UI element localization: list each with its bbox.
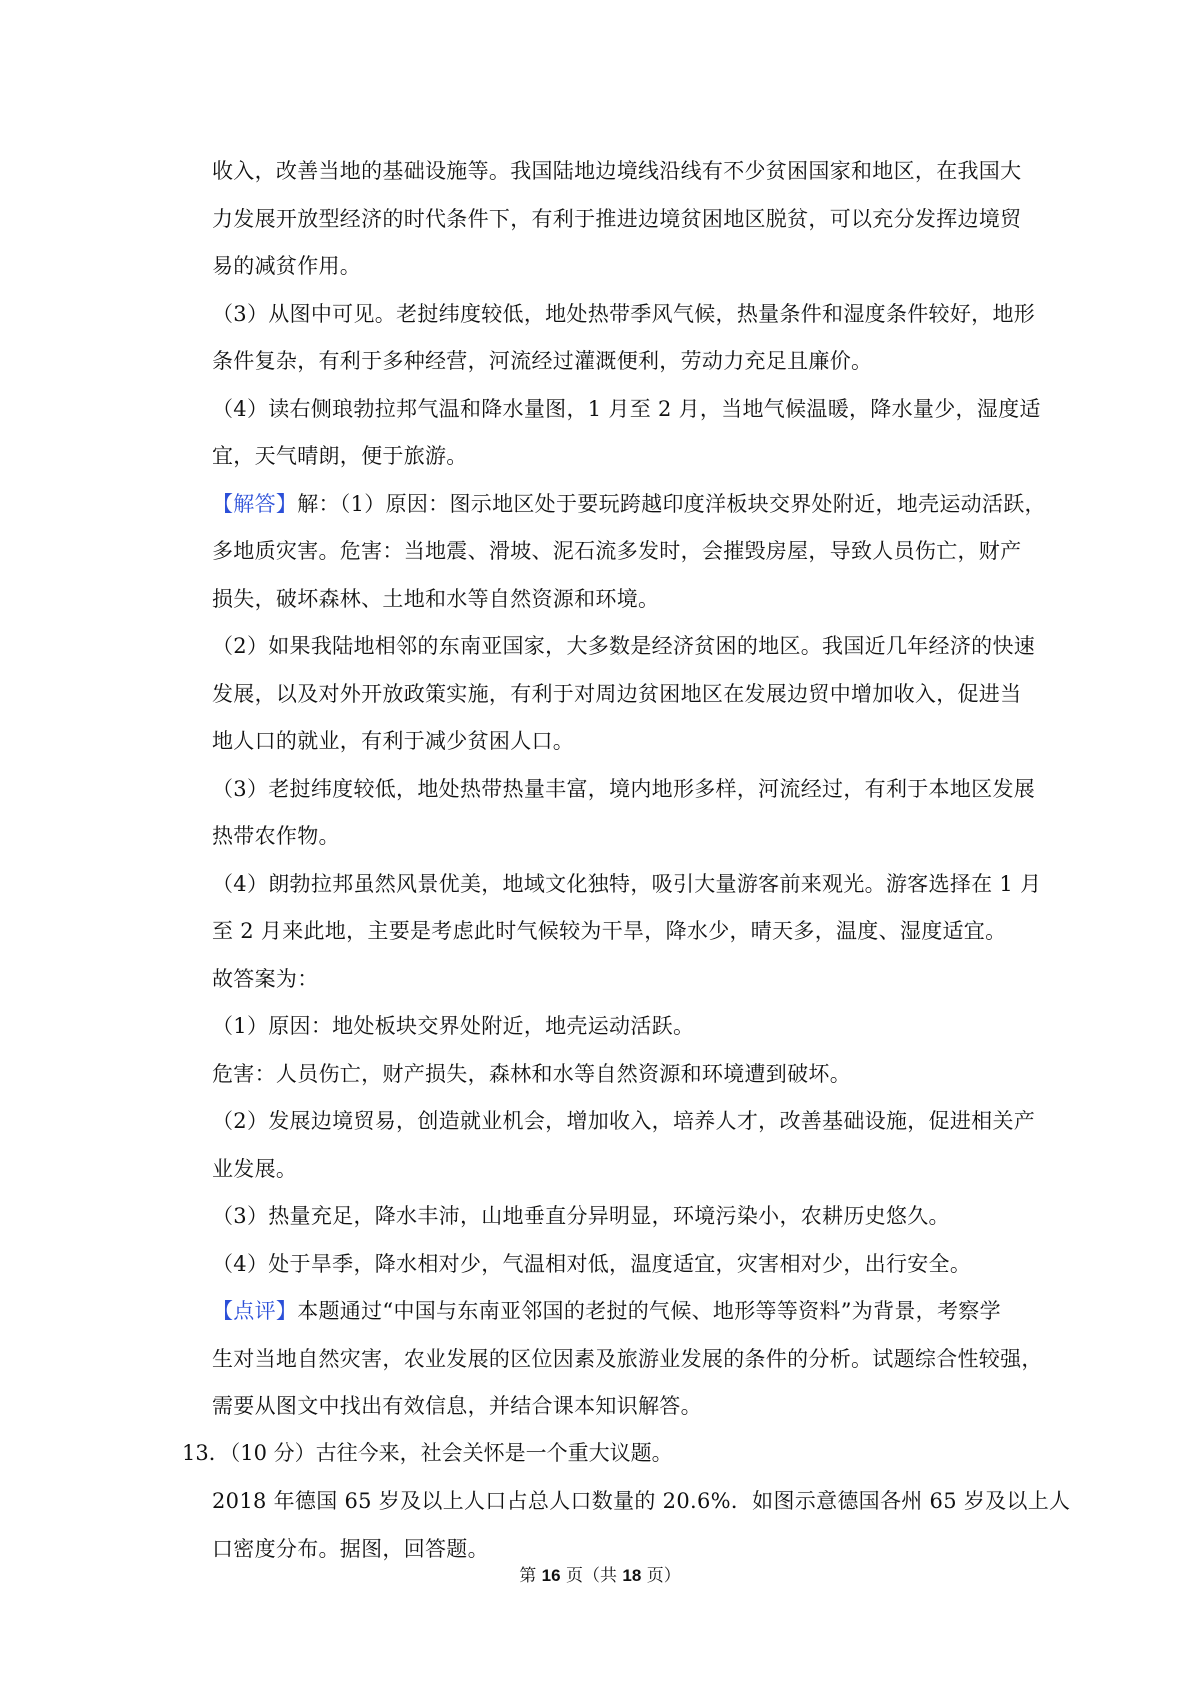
text-line: 易的减贫作用。 [212, 254, 362, 278]
text-line: 故答案为： [212, 966, 319, 991]
text-line: 生对当地自然灾害，农业发展的区位因素及旅游业发展的条件的分析。试题综合性较强， [212, 1346, 1043, 1371]
question-13-heading: 13．（10 分）古往今来，社会关怀是一个重大议题。 [182, 1441, 673, 1465]
text-line: 力发展开放型经济的时代条件下，有利于推进边境贫困地区脱贫，可以充分发挥边境贸 [212, 206, 1022, 231]
footer-suffix: 页） [641, 1566, 681, 1586]
answer-content [212, 148, 1046, 1431]
text-line: 2018 年德国 65 岁及以上人口占总人口数量的 20.6%．如图示意德国各州 65 岁及以上人 [212, 1489, 1071, 1513]
text-line: 条件复杂，有利于多种经营，河流经过灌溉便利，劳动力充足且廉价。 [212, 349, 873, 373]
answer-heading-line [212, 481, 1046, 529]
text-line: 需要从图文中找出有效信息，并结合课本知识解答。 [212, 1394, 702, 1418]
text-line: （2）发展边境贸易，创造就业机会，增加收入，培养人才，改善基础设施，促进相关产 [212, 1109, 1036, 1133]
footer-total-pages: 18 [622, 1566, 642, 1585]
footer-page-number: 16 [541, 1566, 561, 1585]
text-line: （3）从图中可见。老挝纬度较低，地处热带季风气候，热量条件和湿度条件较好，地形 [212, 301, 1036, 326]
text-line: （3）热量充足，降水丰沛，山地垂直分异明显，环境污染小，农耕历史悠久。 [212, 1204, 950, 1228]
text-line: 收入，改善当地的基础设施等。我国陆地边境线沿线有不少贫困国家和地区，在我国大 [212, 159, 1022, 183]
text-line: 危害：人员伤亡，财产损失，森林和水等自然资源和环境遭到破坏。 [212, 1061, 851, 1086]
text-line: 宜，天气晴朗，便于旅游。 [212, 444, 468, 468]
text-line: 至 2 月来此地，主要是考虑此时气候较为干旱，降水少，晴天多，温度、湿度适宜。 [212, 919, 1007, 943]
text-line: 地人口的就业，有利于减少贫困人口。 [212, 729, 575, 753]
answer-tag: 【解答】 [212, 491, 298, 516]
text-line: 多地质灾害。危害：当地震、滑坡、泥石流多发时，会摧毁房屋，导致人员伤亡，财产 [212, 539, 1022, 563]
page-footer [0, 1564, 1200, 1588]
text-line: 业发展。 [212, 1156, 298, 1181]
text-line: （3）老挝纬度较低，地处热带热量丰富，境内地形多样，河流经过，有利于本地区发展 [212, 776, 1036, 801]
comment-tag: 【点评】 [212, 1299, 298, 1323]
text-line: 损失，破坏森林、土地和水等自然资源和环境。 [212, 586, 660, 611]
comment-first-line: 本题通过“中国与东南亚邻国的老挝的气候、地形等等资料”为背景，考察学 [297, 1299, 1001, 1323]
footer-middle: 页（共 [560, 1566, 623, 1586]
text-line: 热带农作物。 [212, 824, 340, 848]
answer-first-line: 解：（1）原因：图示地区处于要玩跨越印度洋板块交界处附近，地壳运动活跃， [297, 491, 1046, 516]
text-line: （4）处于旱季，降水相对少，气温相对低，温度适宜，灾害相对少，出行安全。 [212, 1251, 972, 1276]
text-line: 发展，以及对外开放政策实施，有利于对周边贫困地区在发展边贸中增加收入，促进当 [212, 681, 1022, 706]
comment-heading-line [212, 1288, 1032, 1336]
text-line: （4）朗勃拉邦虽然风景优美，地域文化独特，吸引大量游客前来观光。游客选择在 1 月 [212, 871, 1042, 896]
text-line: （4）读右侧琅勃拉邦气温和降水量图，1 月至 2 月，当地气候温暖，降水量少，湿度适 [212, 396, 1041, 421]
footer-prefix: 第 [519, 1566, 542, 1586]
question-13-body [212, 1478, 1071, 1573]
text-line: （2）如果我陆地相邻的东南亚国家，大多数是经济贫困的地区。我国近几年经济的快速 [212, 634, 1036, 658]
text-line: 口密度分布。据图，回答题。 [212, 1536, 489, 1561]
text-line: （1）原因：地处板块交界处附近，地壳运动活跃。 [212, 1014, 695, 1038]
